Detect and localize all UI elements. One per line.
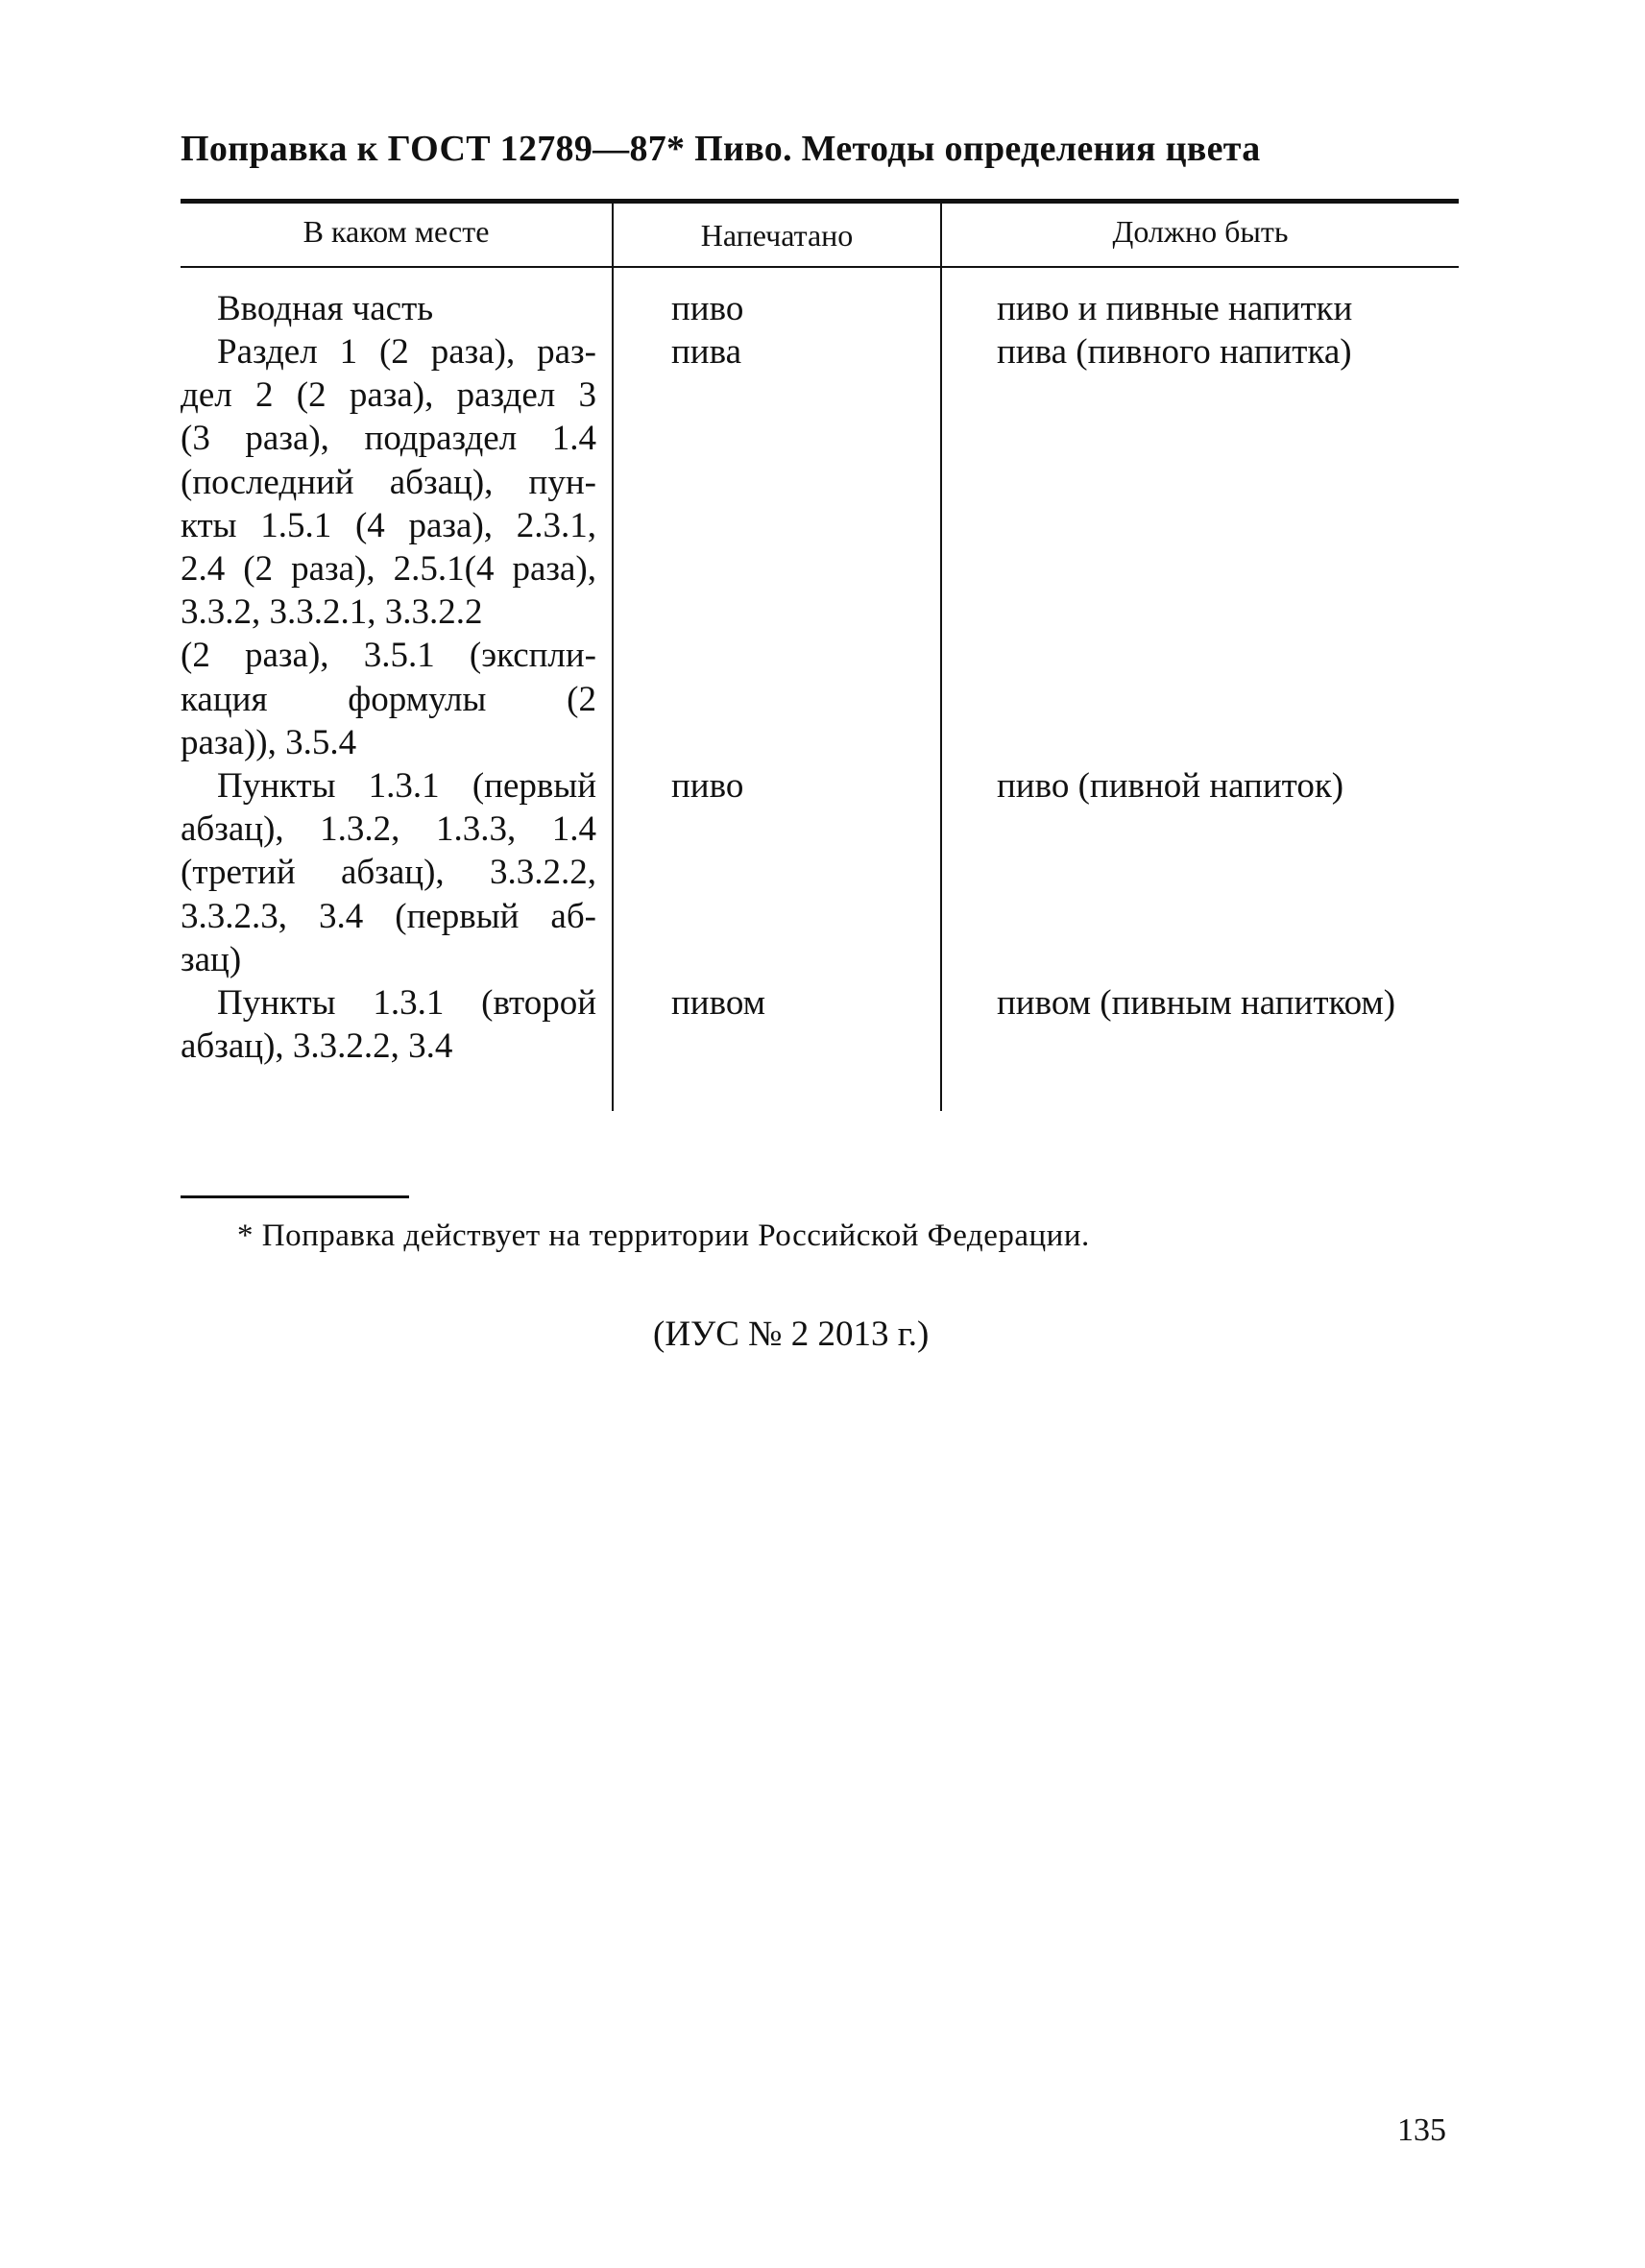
table-row-printed: пиво xyxy=(671,766,744,806)
place-line: 2.4 (2 раза), 2.5.1(4 раза), xyxy=(181,548,596,589)
table-row-printed: пива xyxy=(671,332,742,372)
table-row-should-be: пивом (пивным напитком) xyxy=(997,983,1396,1023)
place-line: дел 2 (2 раза), раздел 3 xyxy=(181,375,596,416)
table-row-printed: пиво xyxy=(671,289,744,328)
page-title: Поправка к ГОСТ 12789—87* Пиво. Методы определения цвета xyxy=(181,129,1261,169)
place-line: Пункты 1.3.1 (второй xyxy=(217,983,596,1023)
place-line: кация формулы (2 xyxy=(181,679,596,719)
table-header-rule xyxy=(181,266,1459,268)
place-line: абзац), 1.3.2, 1.3.3, 1.4 xyxy=(181,809,596,850)
place-line: абзац), 3.3.2.2, 3.4 xyxy=(181,1026,453,1067)
column-divider xyxy=(612,203,614,1111)
column-header-place: В каком месте xyxy=(302,214,490,249)
place-line: Пункты 1.3.1 (первый xyxy=(217,766,596,806)
table-row-place xyxy=(181,330,596,764)
table-top-rule xyxy=(181,199,1459,204)
table-row-place xyxy=(181,287,596,330)
place-line: Вводная часть xyxy=(217,289,434,328)
column-divider xyxy=(940,203,942,1111)
table-row-should-be: пиво и пивные напитки xyxy=(997,289,1353,328)
place-line: (третий абзац), 3.3.2.2, xyxy=(181,853,596,893)
ius-note: (ИУС № 2 2013 г.) xyxy=(653,1315,930,1354)
table-row-should-be: пиво (пивной напиток) xyxy=(997,766,1344,806)
footnote: * Поправка действует на территории Российской Федерации. xyxy=(237,1218,1090,1253)
footnote-rule xyxy=(181,1195,409,1198)
column-header-printed: Напечатано xyxy=(700,218,854,253)
page-number: 135 xyxy=(1397,2112,1446,2148)
place-line: Раздел 1 (2 раза), раз- xyxy=(217,332,596,372)
place-line: зац) xyxy=(181,939,242,979)
place-line: (2 раза), 3.5.1 (экспли- xyxy=(181,636,596,676)
place-line: 3.3.2, 3.3.2.1, 3.3.2.2 xyxy=(181,592,483,633)
table-row-place xyxy=(181,981,596,1068)
place-line: 3.3.2.3, 3.4 (первый аб- xyxy=(181,896,596,936)
correction-table xyxy=(181,199,1459,1111)
table-row-printed: пивом xyxy=(671,983,766,1023)
column-header-should-be: Должно быть xyxy=(1112,214,1289,249)
place-line: (3 раза), подраздел 1.4 xyxy=(181,419,596,459)
place-line: кты 1.5.1 (4 раза), 2.3.1, xyxy=(181,505,596,545)
place-line: (последний абзац), пун- xyxy=(181,462,596,502)
place-line: раза)), 3.5.4 xyxy=(181,722,357,762)
table-row-place xyxy=(181,764,596,981)
table-row-should-be: пива (пивного напитка) xyxy=(997,332,1352,372)
